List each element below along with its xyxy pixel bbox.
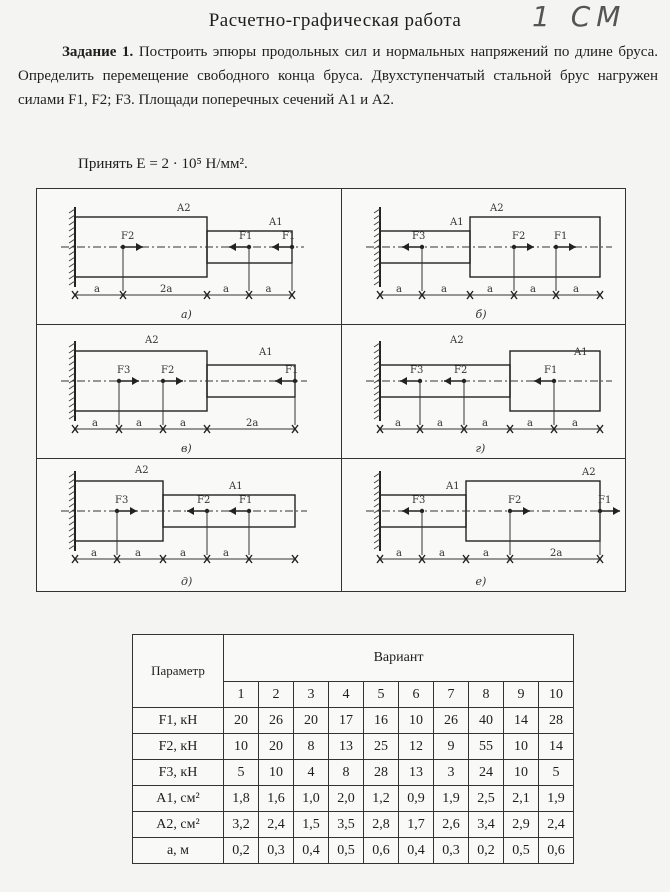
variant-number: 5 [364, 682, 399, 708]
handwritten-mark: 1 СМ [532, 0, 627, 33]
force-arrow-head [402, 507, 409, 515]
dimension-label: a [396, 284, 402, 295]
table-cell: 20 [224, 708, 259, 734]
variant-number: 8 [469, 682, 504, 708]
area-label: A1 [574, 347, 588, 358]
force-label: F2 [121, 231, 135, 242]
table-cell: 13 [399, 760, 434, 786]
dimension-label: a [395, 418, 401, 429]
task-statement [18, 40, 658, 112]
beam-scheme-v [37, 325, 341, 458]
table-cell: 55 [469, 734, 504, 760]
diagram-g [341, 324, 626, 459]
table-cell: 0,3 [259, 838, 294, 864]
diagram-caption: д) [181, 575, 193, 588]
force-arrow-head [272, 243, 279, 251]
force-arrow-head [229, 507, 236, 515]
table-cell: 2,0 [329, 786, 364, 812]
beam-scheme-d [37, 459, 341, 591]
table-row [133, 734, 574, 760]
table-cell: 17 [329, 708, 364, 734]
dimension-label: a [396, 548, 402, 559]
beam-scheme-e [342, 459, 625, 591]
diagram-e [341, 458, 626, 592]
variant-number: 4 [329, 682, 364, 708]
table-cell: 20 [259, 734, 294, 760]
table-cell: 0,3 [434, 838, 469, 864]
beam-scheme-a [37, 189, 341, 324]
force-label: F1 [544, 365, 558, 376]
dimension-label: a [265, 284, 272, 295]
page-title: Расчетно-графическая работа [208, 10, 462, 31]
force-arrow-head [130, 507, 137, 515]
force-label: F2 [197, 495, 211, 506]
force-label: F3 [117, 365, 131, 376]
dimension-label: a [223, 548, 229, 559]
area-label: A2 [135, 465, 149, 476]
force-label: F1 [554, 231, 568, 242]
force-label: F3 [412, 231, 426, 242]
table-cell: 2,4 [259, 812, 294, 838]
dimension-label: a [92, 418, 98, 429]
table-cell: 13 [329, 734, 364, 760]
dimension-label: 2a [550, 548, 563, 559]
dimension-label: a [482, 418, 488, 429]
table-cell: 1,9 [434, 786, 469, 812]
force-arrow-head [523, 507, 530, 515]
diagram-caption: г) [475, 442, 486, 455]
diagram-caption: б) [475, 308, 487, 321]
table-cell: 0,5 [504, 838, 539, 864]
force-label: F2 [508, 495, 522, 506]
area-label: A2 [145, 335, 159, 346]
dimension-label: a [439, 548, 445, 559]
dimension-label: a [223, 284, 229, 295]
force-arrow-head [132, 377, 139, 385]
beam-scheme-b [342, 189, 625, 324]
table-row [133, 760, 574, 786]
force-arrow-head [400, 377, 407, 385]
param-name: F3, кН [133, 760, 224, 786]
dimension-label: a [180, 548, 186, 559]
param-name: A1, см² [133, 786, 224, 812]
param-name: a, м [133, 838, 224, 864]
force-label: F1 [239, 495, 253, 506]
table-cell: 5 [224, 760, 259, 786]
dimension-label: a [180, 418, 186, 429]
area-label: A2 [582, 467, 596, 478]
force-arrow-head [275, 377, 282, 385]
table-cell: 10 [224, 734, 259, 760]
diagram-caption: в) [181, 442, 192, 455]
area-label: A2 [450, 335, 464, 346]
force-label: F2 [454, 365, 468, 376]
variant-number: 6 [399, 682, 434, 708]
diagram-a [36, 188, 342, 325]
force-arrow-head [613, 507, 620, 515]
table-cell: 3,5 [329, 812, 364, 838]
diagram-caption: е) [475, 575, 487, 588]
force-label: F3 [115, 495, 129, 506]
table-cell: 3,2 [224, 812, 259, 838]
force-arrow-head [229, 243, 236, 251]
table-cell: 14 [539, 734, 574, 760]
force-arrow-head [444, 377, 451, 385]
table-cell: 12 [399, 734, 434, 760]
table-cell: 1,2 [364, 786, 399, 812]
dimension-label: a [573, 284, 579, 295]
force-arrow-head [527, 243, 534, 251]
table-cell: 2,5 [469, 786, 504, 812]
task-lead: Задание 1. [62, 44, 134, 60]
table-cell: 3,4 [469, 812, 504, 838]
param-header: Параметр [133, 635, 224, 708]
variant-number: 9 [504, 682, 539, 708]
table-cell: 0,4 [399, 838, 434, 864]
force-label: F3 [410, 365, 424, 376]
force-label: F1 [598, 495, 612, 506]
table-cell: 10 [259, 760, 294, 786]
area-label: A1 [269, 217, 283, 228]
force-arrow-head [187, 507, 194, 515]
area-label: A2 [490, 203, 504, 214]
table-cell: 1,0 [294, 786, 329, 812]
table-cell: 1,8 [224, 786, 259, 812]
dimension-label: a [527, 418, 533, 429]
diagram-caption: а) [181, 308, 192, 321]
dimension-label: a [135, 548, 141, 559]
area-label: A1 [259, 347, 273, 358]
table-cell: 8 [294, 734, 329, 760]
force-arrow-head [136, 243, 143, 251]
table-cell: 2,8 [364, 812, 399, 838]
dimension-label: 2a [246, 418, 259, 429]
table-cell: 5 [539, 760, 574, 786]
dimension-label: a [91, 548, 97, 559]
table-cell: 0,5 [329, 838, 364, 864]
table-cell: 1,5 [294, 812, 329, 838]
force-arrow-head [534, 377, 541, 385]
area-label: A2 [177, 203, 191, 214]
force-label: F1 [285, 365, 299, 376]
force-label: F2 [512, 231, 526, 242]
table-cell: 28 [364, 760, 399, 786]
dimension-label: 2a [160, 284, 173, 295]
table-cell: 2,1 [504, 786, 539, 812]
force-label: F2 [161, 365, 175, 376]
table-cell: 8 [329, 760, 364, 786]
modulus-note: Принять E = 2 · 10⁵ Н/мм². [78, 156, 248, 172]
diagram-d [36, 458, 342, 592]
variant-number: 7 [434, 682, 469, 708]
area-label: A1 [450, 217, 464, 228]
table-cell: 16 [364, 708, 399, 734]
param-name: A2, см² [133, 812, 224, 838]
force-arrow-head [176, 377, 183, 385]
table-cell: 2,4 [539, 812, 574, 838]
table-cell: 10 [399, 708, 434, 734]
table-cell: 2,6 [434, 812, 469, 838]
area-label: A1 [446, 481, 460, 492]
table-row [133, 708, 574, 734]
dimension-label: a [136, 418, 142, 429]
table-cell: 3 [434, 760, 469, 786]
force-label: F1 [239, 231, 253, 242]
table-cell: 0,9 [399, 786, 434, 812]
table-cell: 10 [504, 734, 539, 760]
force-label: F1 [282, 231, 296, 242]
table-cell: 0,6 [364, 838, 399, 864]
diagram-v [36, 324, 342, 459]
dimension-label: a [572, 418, 578, 429]
param-name: F2, кН [133, 734, 224, 760]
variant-header: Вариант [224, 635, 574, 682]
dimension-label: a [483, 548, 489, 559]
variants-table [132, 634, 574, 864]
diagram-grid [36, 188, 626, 592]
dimension-label: a [94, 284, 100, 295]
table-cell: 20 [294, 708, 329, 734]
table-cell: 0,2 [469, 838, 504, 864]
table-cell: 1,6 [259, 786, 294, 812]
table-cell: 28 [539, 708, 574, 734]
force-label: F3 [412, 495, 426, 506]
table-cell: 9 [434, 734, 469, 760]
table-row [133, 786, 574, 812]
table-cell: 1,7 [399, 812, 434, 838]
table-row [133, 838, 574, 864]
variant-number: 10 [539, 682, 574, 708]
diagram-b [341, 188, 626, 325]
table-cell: 26 [259, 708, 294, 734]
force-arrow-head [569, 243, 576, 251]
table-cell: 14 [504, 708, 539, 734]
table-cell: 10 [504, 760, 539, 786]
table-cell: 24 [469, 760, 504, 786]
force-arrow-head [402, 243, 409, 251]
table-cell: 0,4 [294, 838, 329, 864]
table-cell: 40 [469, 708, 504, 734]
table-cell: 4 [294, 760, 329, 786]
area-label: A1 [229, 481, 243, 492]
table-cell: 26 [434, 708, 469, 734]
dimension-label: a [487, 284, 493, 295]
variant-number: 2 [259, 682, 294, 708]
dimension-label: a [437, 418, 443, 429]
variant-number: 3 [294, 682, 329, 708]
beam-scheme-g [342, 325, 625, 458]
task-text: Построить эпюры продольных сил и нормальных напряжений по длине бруса. Определить перемещение свободного конца бруса. Двухступенчатый стальной брус нагружен силами F1, F2; F3. Площади поперечных сечений A1 и A2. [18, 44, 659, 108]
table-row [133, 812, 574, 838]
table-cell: 2,9 [504, 812, 539, 838]
table-cell: 0,6 [539, 838, 574, 864]
table-cell: 0,2 [224, 838, 259, 864]
param-name: F1, кН [133, 708, 224, 734]
variant-number: 1 [224, 682, 259, 708]
table-cell: 1,9 [539, 786, 574, 812]
dimension-label: a [441, 284, 447, 295]
table-cell: 25 [364, 734, 399, 760]
dimension-label: a [530, 284, 536, 295]
